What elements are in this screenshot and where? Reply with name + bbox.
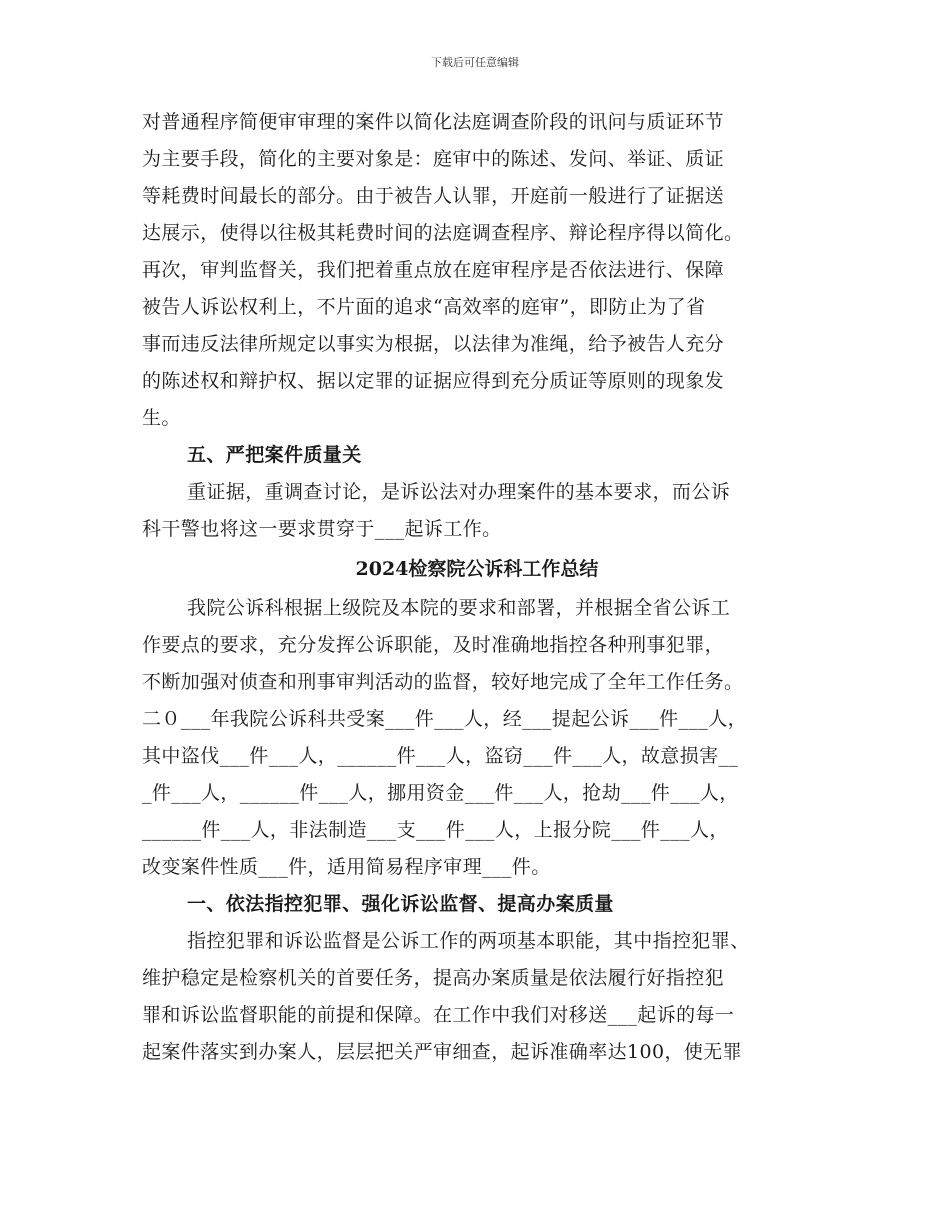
page-header: 下载后可任意编辑 [431,56,519,69]
text-line: 为主要手段，简化的主要对象是：庭审中的陈述、发问、举证、质证 [142,148,725,170]
text-line: 其中盗伐___件___人，______件___人，盗窃___件___人，故意损害__ [142,745,739,767]
text-line: 等耗费时间最长的部分。由于被告人认罪，开庭前一般进行了证据送 [142,185,725,207]
document-title: 2024检察院公诉科工作总结 [355,558,599,580]
text-line: 对普通程序简便审审理的案件以简化法庭调查阶段的讯问与质证环节 [142,111,725,133]
document-body [142,104,812,1071]
text-line: 改变案件性质___件，适用简易程序审理___件。 [142,856,551,878]
text-line: _件___人，______件___人，挪用资金___件___人，抢劫___件___人， [142,782,739,804]
text-line: 达展示，使得以往极其耗费时间的法庭调查程序、辩论程序得以简化。 [142,222,744,244]
section-heading: 一、依法指控犯罪、强化诉讼监督、提高办案质量 [187,893,614,915]
text-line: 科干警也将这一要求贯穿于___起诉工作。 [142,518,502,540]
text-line: 二０___年我院公诉科共受案___件___人，经___提起公诉___件___人， [142,708,748,730]
text-line: 的陈述权和辩护权、据以定罪的证据应得到充分质证等原则的现象发 [142,370,725,392]
text-line: 被告人诉讼权利上，不片面的追求“高效率的庭审”，即防止为了省 [142,296,706,318]
text-line: 作要点的要求，充分发挥公诉职能，及时准确地指控各种刑事犯罪， [142,634,725,656]
text-line: 维护稳定是检察机关的首要任务，提高办案质量是依法履行好指控犯 [142,967,725,989]
text-line: 事而违反法律所规定以事实为根据，以法律为准绳，给予被告人充分 [142,333,725,355]
text-line: ______件___人，非法制造___支___件___人，上报分院___件___人， [142,819,729,841]
text-line: 起案件落实到办案人，层层把关严审细查，起诉准确率达100，使无罪 [142,1041,743,1063]
text-line: 我院公诉科根据上级院及本院的要求和部署，并根据全省公诉工 [187,597,731,619]
text-line: 再次，审判监督关，我们把着重点放在庭审程序是否依法进行、保障 [142,259,725,281]
text-line: 指控犯罪和诉讼监督是公诉工作的两项基本职能，其中指控犯罪、 [187,930,750,952]
text-line: 罪和诉讼监督职能的前提和保障。在工作中我们对移送___起诉的每一 [142,1004,735,1026]
text-line: 生。 [142,407,181,429]
text-line: 重证据，重调查讨论，是诉讼法对办理案件的基本要求，而公诉 [187,481,731,503]
text-line: 不断加强对侦查和刑事审判活动的监督，较好地完成了全年工作任务。 [142,671,744,693]
section-heading: 五、严把案件质量关 [187,444,362,466]
